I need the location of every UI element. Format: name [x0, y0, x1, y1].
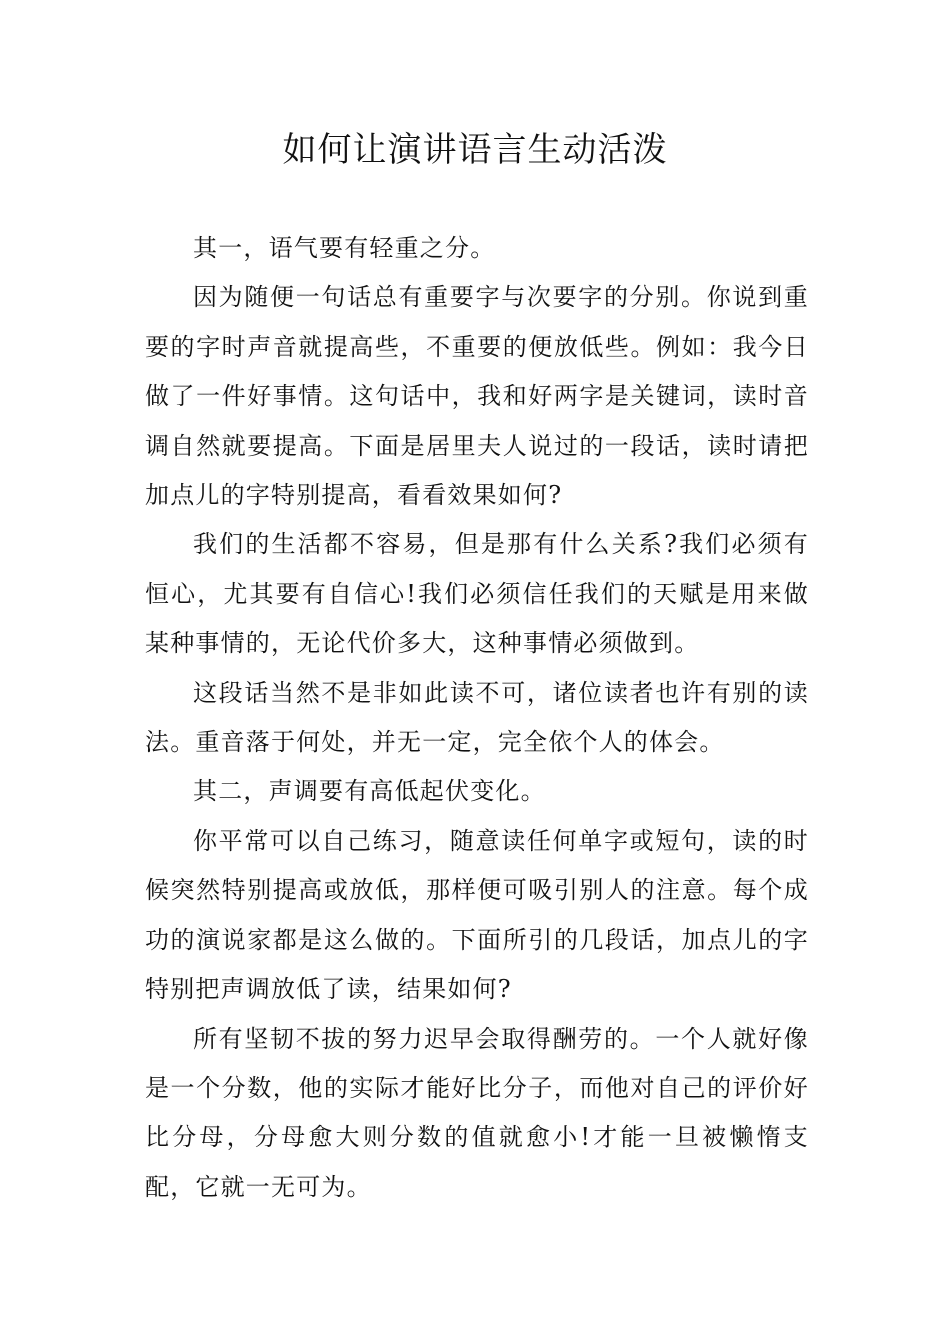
- paragraph-4: 这段话当然不是非如此读不可，诸位读者也许有别的读法。重音落于何处，并无一定，完全依个人的体会。: [145, 678, 809, 757]
- paragraph-6: 你平常可以自己练习，随意读任何单字或短句，读的时候突然特别提高或放低，那样便可吸引别人的注意。每个成功的演说家都是这么做的。下面所引的几段话，加点儿的字特别把声调放低了读，结果如何?: [145, 826, 809, 1004]
- paragraph-5: 其二，声调要有高低起伏变化。: [193, 777, 546, 806]
- paragraph-3: 我们的生活都不容易，但是那有什么关系?我们必须有恒心，尤其要有自信心!我们必须信任我们的天赋是用来做某种事情的，无论代价多大，这种事情必须做到。: [145, 530, 809, 658]
- paragraph-2: 因为随便一句话总有重要字与次要字的分别。你说到重要的字时声音就提高些，不重要的便放低些。例如：我今日做了一件好事情。这句话中，我和好两字是关键词，读时音调自然就要提高。下面是居里夫人说过的一段话，读时请把加点儿的字特别提高，看看效果如何?: [145, 283, 809, 510]
- document-title: 如何让演讲语言生动活泼: [282, 130, 668, 170]
- document-body: [145, 224, 809, 1212]
- paragraph-7: 所有坚韧不拔的努力迟早会取得酬劳的。一个人就好像是一个分数，他的实际才能好比分子，而他对自己的评价好比分母，分母愈大则分数的值就愈小!才能一旦被懒惰支配，它就一无可为。: [145, 1024, 809, 1201]
- paragraph-1: 其一，语气要有轻重之分。: [193, 234, 496, 262]
